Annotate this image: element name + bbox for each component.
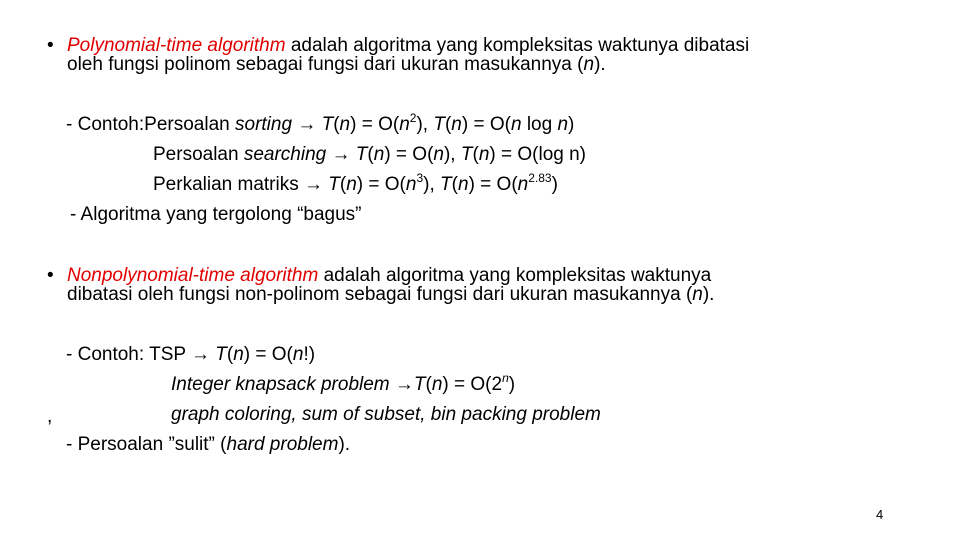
- stray-comma: ,: [47, 406, 53, 427]
- contoh-label: - Contoh:: [66, 114, 145, 135]
- matrix-text: Perkalian matriks: [153, 174, 304, 195]
- var-n: n: [431, 374, 443, 395]
- arrow-right-icon: →: [304, 174, 323, 195]
- example-knapsack-line: Integer knapsack problem $\to T(n) = O(2^n)$: [171, 370, 516, 395]
- exponent: 3: [416, 170, 424, 185]
- var-n: n: [405, 174, 417, 195]
- example-tsp-line: - Contoh: TSP → T(n) = O(n!): [66, 344, 316, 365]
- eq-text: ) = O(2: [442, 374, 503, 395]
- var-n: n: [399, 114, 410, 135]
- eq-text: ) = O(: [461, 114, 511, 135]
- eq-text: ) = O(: [384, 144, 434, 165]
- close-paren: ): [508, 374, 516, 395]
- hard-suffix: ).: [338, 434, 351, 455]
- close-paren: ).: [594, 54, 606, 75]
- var-n: n: [457, 174, 469, 195]
- problems-list: graph coloring, sum of subset, bin packing problem: [171, 404, 601, 425]
- var-T: T: [328, 174, 340, 195]
- var-T: T: [433, 114, 445, 135]
- page-number: 4: [876, 507, 884, 522]
- eq-text: ) = O(: [243, 344, 293, 365]
- var-n: n: [451, 114, 462, 135]
- arrow-right-icon: →: [331, 144, 351, 165]
- eq-text: ),: [423, 174, 441, 195]
- var-n: n: [346, 174, 357, 195]
- var-n: n: [557, 114, 569, 135]
- contoh-tsp-text: - Contoh: TSP: [66, 344, 191, 365]
- var-T: T: [355, 144, 368, 165]
- knapsack-term: Integer knapsack problem: [171, 374, 390, 395]
- var-n: n: [339, 114, 351, 135]
- polynomial-def-text2: oleh fungsi polinom sebagai fungsi dari ukuran masukannya (: [67, 54, 584, 75]
- eq-text: ) = O(log n): [489, 144, 587, 165]
- searching-term: searching: [243, 144, 327, 165]
- var-n: n: [583, 54, 595, 75]
- hard-problem-line: [66, 434, 350, 456]
- var-n: n: [502, 370, 509, 385]
- var-n: n: [692, 284, 703, 305]
- polynomial-def-text1: adalah algoritma yang kompleksitas waktunya dibatasi: [285, 35, 750, 56]
- nonpolynomial-definition-line2: [67, 284, 714, 306]
- arrow-right-icon: →: [394, 374, 414, 395]
- var-T: T: [413, 374, 426, 395]
- var-T: T: [321, 114, 334, 135]
- example-searching-line: Persoalan searching → T(n) = O(n), T(n) = O(log n): [153, 144, 587, 165]
- var-T: T: [460, 144, 473, 165]
- nonpolynomial-term: Nonpolynomial-time algorithm: [67, 265, 319, 286]
- eq-text: ) = O(: [468, 174, 518, 195]
- polynomial-definition-line2: [67, 54, 606, 76]
- var-n: n: [233, 344, 244, 365]
- persoalan-text: Persoalan: [153, 144, 244, 165]
- close-paren: ): [551, 174, 558, 195]
- var-n: n: [510, 114, 522, 135]
- polynomial-term: Polynomial-time algorithm: [67, 35, 286, 56]
- arrow-right-icon: →: [190, 344, 210, 365]
- var-n: n: [517, 174, 529, 195]
- eq-text: ) = O(: [350, 114, 400, 135]
- eq-text: ),: [443, 144, 461, 165]
- var-T: T: [440, 174, 452, 195]
- example-sorting-line: - Contoh:Persoalan sorting → $T(n) = O(n^2)$, T(n) = O(n log n): [66, 110, 575, 135]
- eq-text: ) = O(: [356, 174, 406, 195]
- sorting-term: sorting: [235, 114, 293, 135]
- hard-prefix: - Persoalan ”sulit” (: [66, 434, 227, 455]
- var-n: n: [478, 144, 490, 165]
- var-T: T: [215, 344, 227, 365]
- var-n: n: [292, 344, 304, 365]
- close-paren: ): [568, 114, 575, 135]
- log-text: log: [521, 114, 558, 135]
- bullet-polynomial: •: [47, 35, 54, 56]
- var-n: n: [373, 144, 385, 165]
- close-paren: ).: [702, 284, 715, 305]
- eq-text: !): [303, 344, 316, 365]
- arrow-right-icon: →: [297, 114, 317, 135]
- example-matrix-line: Perkalian matriks → $T(n) = O(n^3)$, $T(n) = O(n^{2.83})$: [153, 170, 558, 195]
- persoalan-text: Persoalan: [144, 114, 235, 135]
- exponent: 2: [409, 110, 417, 125]
- eq-text: ),: [416, 114, 434, 135]
- exponent: 2.83: [528, 170, 552, 185]
- hard-problem-term: hard problem: [226, 434, 339, 455]
- algoritma-bagus-line: - Algoritma yang tergolong “bagus”: [70, 204, 362, 225]
- bullet-nonpolynomial: •: [47, 265, 54, 286]
- example-problems-line: [171, 404, 601, 426]
- nonpolynomial-def-text1: adalah algoritma yang kompleksitas waktunya: [318, 265, 712, 286]
- var-n: n: [433, 144, 444, 165]
- nonpolynomial-def-text2: dibatasi oleh fungsi non-polinom sebagai fungsi dari ukuran masukannya (: [67, 284, 693, 305]
